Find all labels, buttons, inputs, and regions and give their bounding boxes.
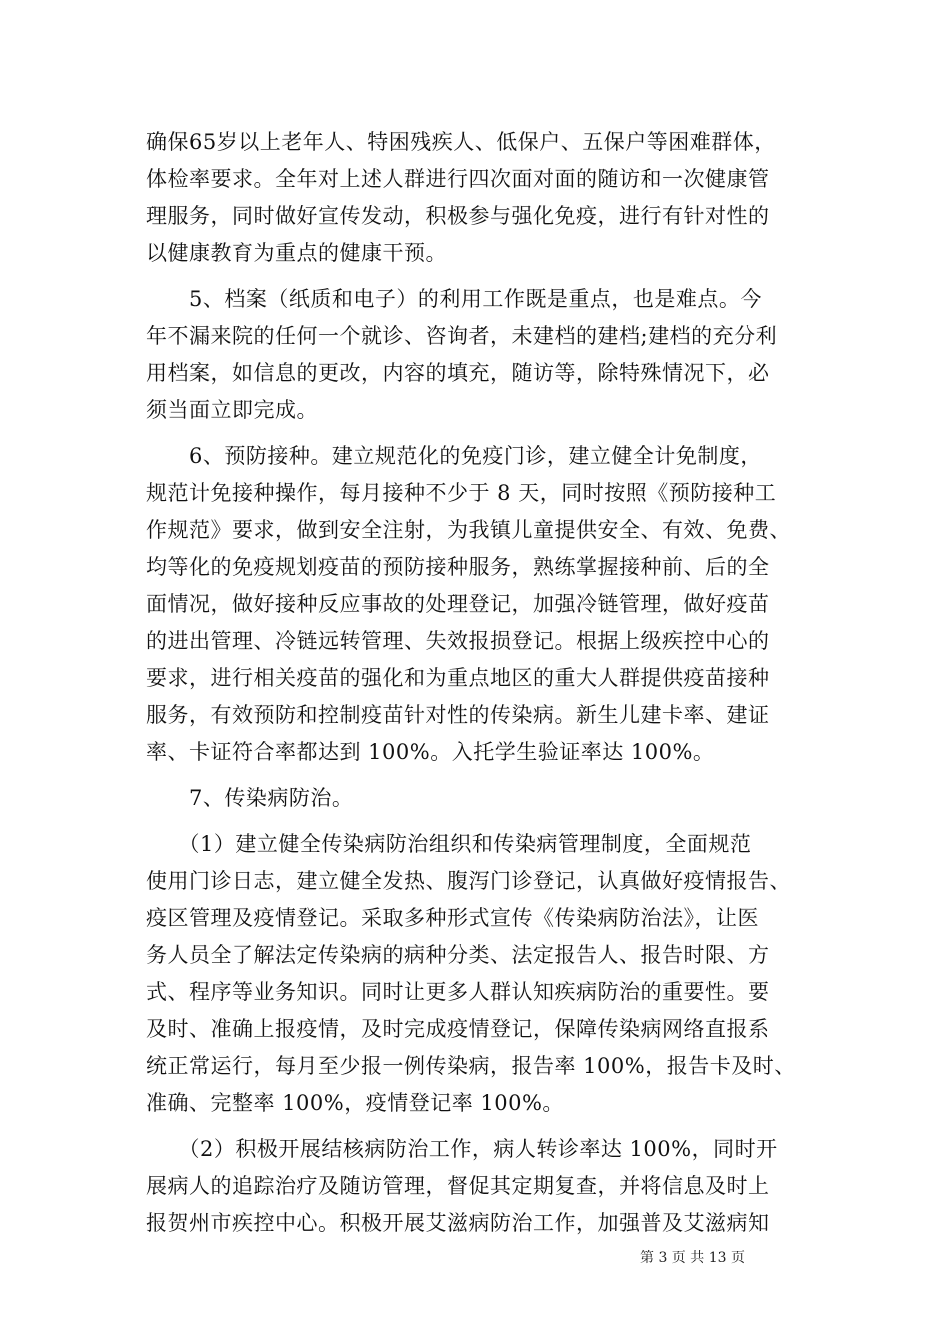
text-line: 式、程序等业务知识。同时让更多人群认知疾病防治的重要性。要	[146, 980, 770, 1004]
text-line: 年不漏来院的任何一个就诊、咨询者，未建档的建档;建档的充分利	[146, 324, 778, 348]
paragraph-1	[146, 124, 814, 272]
text-line: 用档案，如信息的更改，内容的填充，随访等，除特殊情况下，必	[146, 361, 770, 385]
text-line: 的进出管理、冷链远转管理、失效报损登记。根据上级疾控中心的	[146, 629, 770, 653]
text-line: 及时、准确上报疫情，及时完成疫情登记，保障传染病网络直报系	[146, 1017, 770, 1041]
text-line: 疫区管理及疫情登记。采取多种形式宣传《传染病防治法》，让医	[146, 906, 759, 930]
page-number-footer: 第 3 页 共 13 页	[640, 1250, 745, 1266]
document-body	[146, 124, 814, 1251]
text-line: 展病人的追踪治疗及随访管理，督促其定期复查，并将信息及时上	[146, 1174, 770, 1198]
text-line: 体检率要求。全年对上述人群进行四次面对面的随访和一次健康管	[146, 167, 770, 191]
text-line: 6、预防接种。建立规范化的免疫门诊，建立健全计免制度，	[146, 444, 762, 468]
paragraph-5	[146, 826, 814, 1122]
text-line: 须当面立即完成。	[146, 398, 318, 422]
text-line: 以健康教育为重点的健康干预。	[146, 241, 447, 265]
section-heading: 7、传染病防治。	[146, 786, 354, 810]
text-line: （1）建立健全传染病防治组织和传染病管理制度，全面规范	[146, 832, 752, 856]
text-line: 均等化的免疫规划疫苗的预防接种服务，熟练掌握接种前、后的全	[146, 555, 770, 579]
text-line: 率、卡证符合率都达到 100%。入托学生验证率达 100%。	[146, 740, 715, 764]
paragraph-3	[146, 438, 814, 771]
text-line: 报贺州市疾控中心。积极开展艾滋病防治工作，加强普及艾滋病知	[146, 1211, 770, 1235]
paragraph-4-heading	[146, 780, 814, 817]
text-line: 规范计免接种操作，每月接种不少于 8 天，同时按照《预防接种工	[146, 481, 777, 505]
text-line: 面情况，做好接种反应事故的处理登记，加强冷链管理，做好疫苗	[146, 592, 770, 616]
text-line: 准确、完整率 100%，疫情登记率 100%。	[146, 1091, 564, 1115]
text-line: 统正常运行，每月至少报一例传染病，报告率 100%，报告卡及时、	[146, 1054, 796, 1078]
paragraph-6	[146, 1131, 814, 1242]
text-line: 务人员全了解法定传染病的病种分类、法定报告人、报告时限、方	[146, 943, 770, 967]
text-line: 确保65岁以上老年人、特困残疾人、低保户、五保户等困难群体，	[146, 130, 776, 154]
text-line: 理服务，同时做好宣传发动，积极参与强化免疫，进行有针对性的	[146, 204, 770, 228]
text-line: 要求，进行相关疫苗的强化和为重点地区的重大人群提供疫苗接种	[146, 666, 770, 690]
text-line: 服务，有效预防和控制疫苗针对性的传染病。新生儿建卡率、建证	[146, 703, 770, 727]
text-line: （2）积极开展结核病防治工作，病人转诊率达 100%，同时开	[146, 1137, 778, 1161]
text-line: 作规范》要求，做到安全注射，为我镇儿童提供安全、有效、免费、	[146, 518, 791, 542]
text-line: 5、档案（纸质和电子）的利用工作既是重点，也是难点。今	[146, 287, 762, 311]
text-line: 使用门诊日志，建立健全发热、腹泻门诊登记，认真做好疫情报告、	[146, 869, 791, 893]
paragraph-2	[146, 281, 814, 429]
